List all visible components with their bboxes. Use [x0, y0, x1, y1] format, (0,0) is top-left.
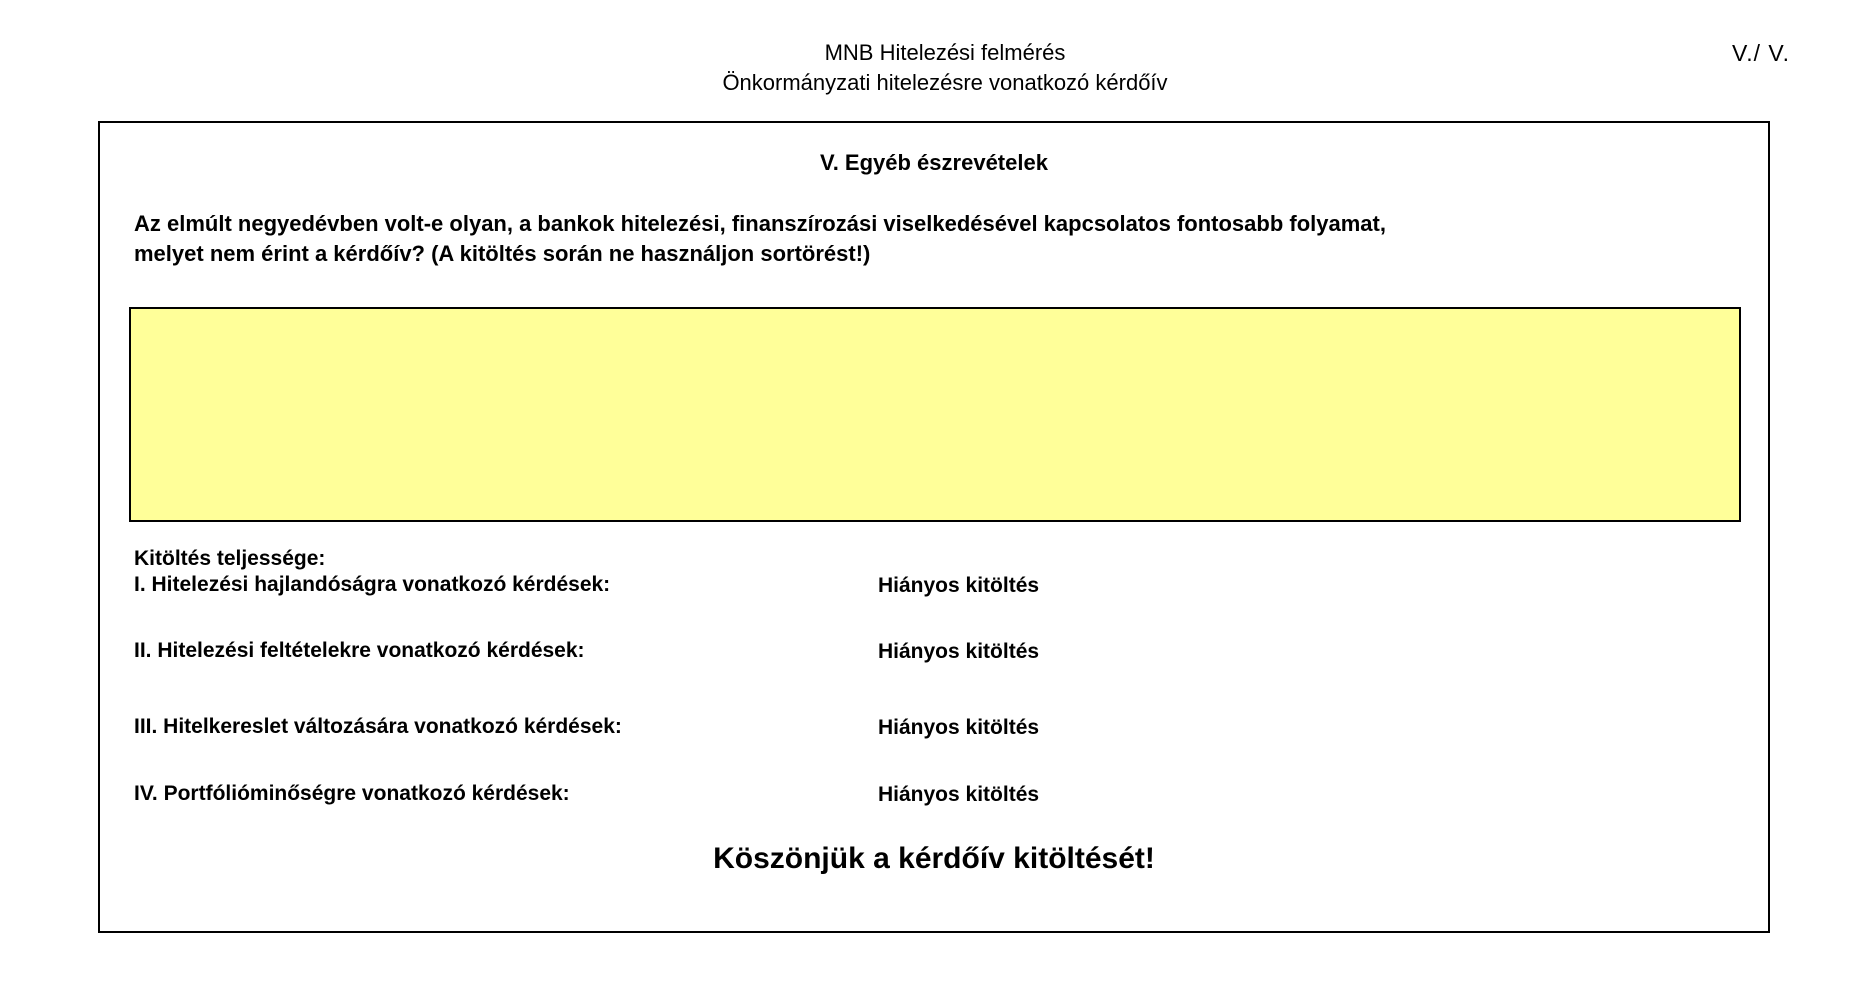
completeness-row-lending-conditions [134, 639, 1134, 669]
thank-you-message: Köszönjük a kérdőív kitöltését! [713, 842, 1155, 875]
row-label: IV. Portfólióminőségre vonatkozó kérdések: [134, 782, 570, 805]
status-value: Hiányos kitöltés [878, 574, 1040, 597]
page-number: V./ V. [1732, 40, 1791, 66]
row-label: III. Hitelkereslet változására vonatkozó kérdések: [134, 715, 622, 738]
status-value: Hiányos kitöltés [878, 716, 1040, 739]
question-line-2: melyet nem érint a kérdőív? (A kitöltés során ne használjon sortörést!) [134, 241, 871, 266]
question-text [134, 209, 1386, 269]
document-header [0, 38, 1857, 98]
survey-title: MNB Hitelezési felmérés [824, 40, 1066, 65]
comments-answer-field[interactable] [129, 307, 1741, 522]
completeness-label: Kitöltés teljessége: [134, 547, 326, 570]
status-value: Hiányos kitöltés [878, 783, 1040, 806]
section-title: V. Egyéb észrevételek [820, 150, 1048, 175]
survey-subtitle: Önkormányzati hitelezésre vonatkozó kérdőív [722, 70, 1168, 95]
completeness-row-portfolio-quality [134, 782, 1134, 812]
questionnaire-frame [98, 121, 1770, 933]
completeness-row-credit-demand [134, 715, 1134, 745]
question-line-1: Az elmúlt negyedévben volt-e olyan, a bankok hitelezési, finanszírozási viselkedésével kapcsolatos fontosabb folyamat, [134, 211, 1386, 236]
row-label: I. Hitelezési hajlandóságra vonatkozó kérdések: [134, 573, 611, 596]
status-value: Hiányos kitöltés [878, 640, 1040, 663]
row-label: II. Hitelezési feltételekre vonatkozó kérdések: [134, 639, 585, 662]
completeness-row-lending-willingness [134, 573, 1134, 603]
